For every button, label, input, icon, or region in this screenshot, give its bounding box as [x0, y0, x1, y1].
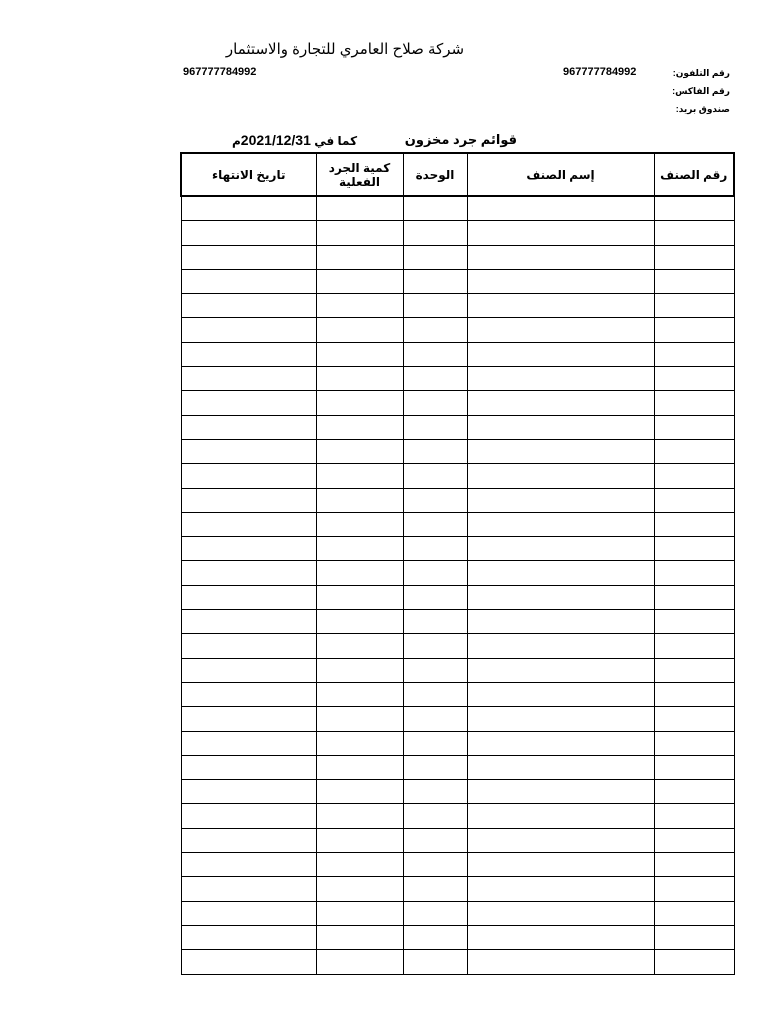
- cell-expiry-date: [181, 488, 316, 512]
- cell-actual-quantity: [316, 415, 403, 439]
- table-row: [181, 658, 734, 682]
- table-header-row: [181, 153, 734, 196]
- table-row: [181, 294, 734, 318]
- cell-actual-quantity: [316, 439, 403, 463]
- cell-item-name: [467, 585, 654, 609]
- cell-actual-quantity: [316, 537, 403, 561]
- cell-item-name: [467, 804, 654, 828]
- cell-actual-quantity: [316, 391, 403, 415]
- cell-unit: [403, 610, 467, 634]
- cell-item-name: [467, 853, 654, 877]
- cell-item-number: [654, 658, 734, 682]
- cell-expiry-date: [181, 318, 316, 342]
- date-suffix: م: [232, 134, 241, 148]
- cell-actual-quantity: [316, 269, 403, 293]
- cell-expiry-date: [181, 707, 316, 731]
- cell-item-name: [467, 415, 654, 439]
- table-row: [181, 269, 734, 293]
- cell-unit: [403, 439, 467, 463]
- cell-expiry-date: [181, 439, 316, 463]
- cell-actual-quantity: [316, 755, 403, 779]
- cell-unit: [403, 196, 467, 221]
- cell-item-number: [654, 245, 734, 269]
- cell-expiry-date: [181, 245, 316, 269]
- cell-item-number: [654, 925, 734, 949]
- cell-item-number: [654, 610, 734, 634]
- cell-actual-quantity: [316, 950, 403, 974]
- pobox-label: صندوق بريد:: [675, 104, 730, 114]
- cell-unit: [403, 950, 467, 974]
- cell-item-number: [654, 512, 734, 536]
- table-row: [181, 731, 734, 755]
- cell-item-number: [654, 634, 734, 658]
- cell-actual-quantity: [316, 196, 403, 221]
- cell-expiry-date: [181, 561, 316, 585]
- cell-item-number: [654, 682, 734, 706]
- cell-expiry-date: [181, 780, 316, 804]
- cell-unit: [403, 853, 467, 877]
- cell-unit: [403, 464, 467, 488]
- as-of-date: 2021/12/31: [240, 132, 311, 148]
- phone-number-left: 967777784992: [183, 66, 257, 78]
- table-row: [181, 488, 734, 512]
- cell-expiry-date: [181, 415, 316, 439]
- table-row: [181, 561, 734, 585]
- cell-item-name: [467, 488, 654, 512]
- cell-item-number: [654, 221, 734, 245]
- cell-item-number: [654, 439, 734, 463]
- cell-item-number: [654, 731, 734, 755]
- cell-unit: [403, 634, 467, 658]
- table-row: [181, 755, 734, 779]
- cell-item-name: [467, 269, 654, 293]
- cell-item-number: [654, 853, 734, 877]
- table-row: [181, 925, 734, 949]
- table-row: [181, 853, 734, 877]
- cell-item-number: [654, 804, 734, 828]
- cell-actual-quantity: [316, 464, 403, 488]
- cell-item-name: [467, 877, 654, 901]
- cell-item-name: [467, 901, 654, 925]
- cell-actual-quantity: [316, 901, 403, 925]
- document-title: [232, 132, 517, 150]
- table-row: [181, 634, 734, 658]
- cell-expiry-date: [181, 585, 316, 609]
- table-row: [181, 439, 734, 463]
- cell-expiry-date: [181, 342, 316, 366]
- cell-actual-quantity: [316, 342, 403, 366]
- table-row: [181, 537, 734, 561]
- cell-expiry-date: [181, 950, 316, 974]
- cell-item-name: [467, 682, 654, 706]
- table-row: [181, 877, 734, 901]
- cell-actual-quantity: [316, 367, 403, 391]
- table-row: [181, 245, 734, 269]
- cell-item-name: [467, 828, 654, 852]
- cell-actual-quantity: [316, 294, 403, 318]
- cell-item-name: [467, 342, 654, 366]
- cell-expiry-date: [181, 464, 316, 488]
- cell-expiry-date: [181, 828, 316, 852]
- cell-expiry-date: [181, 294, 316, 318]
- cell-item-name: [467, 367, 654, 391]
- table-row: [181, 804, 734, 828]
- cell-expiry-date: [181, 634, 316, 658]
- cell-unit: [403, 755, 467, 779]
- cell-item-number: [654, 342, 734, 366]
- cell-item-name: [467, 464, 654, 488]
- cell-actual-quantity: [316, 512, 403, 536]
- cell-item-name: [467, 561, 654, 585]
- cell-item-name: [467, 439, 654, 463]
- table-row: [181, 780, 734, 804]
- table-row: [181, 610, 734, 634]
- cell-item-name: [467, 245, 654, 269]
- cell-unit: [403, 682, 467, 706]
- cell-actual-quantity: [316, 707, 403, 731]
- cell-unit: [403, 707, 467, 731]
- cell-item-name: [467, 755, 654, 779]
- cell-actual-quantity: [316, 780, 403, 804]
- cell-item-number: [654, 950, 734, 974]
- cell-expiry-date: [181, 221, 316, 245]
- cell-item-number: [654, 318, 734, 342]
- cell-actual-quantity: [316, 488, 403, 512]
- cell-unit: [403, 877, 467, 901]
- cell-expiry-date: [181, 537, 316, 561]
- cell-unit: [403, 537, 467, 561]
- cell-expiry-date: [181, 925, 316, 949]
- cell-expiry-date: [181, 804, 316, 828]
- table-row: [181, 901, 734, 925]
- phone-label: رقم التلفون:: [672, 68, 730, 78]
- title-main: قوائم جرد مخزون: [404, 132, 517, 147]
- cell-item-number: [654, 391, 734, 415]
- table-row: [181, 950, 734, 974]
- table-row: [181, 464, 734, 488]
- cell-item-name: [467, 318, 654, 342]
- cell-item-number: [654, 537, 734, 561]
- table-body: [181, 196, 734, 974]
- table-row: [181, 682, 734, 706]
- cell-unit: [403, 488, 467, 512]
- table-row: [181, 415, 734, 439]
- cell-item-number: [654, 877, 734, 901]
- cell-actual-quantity: [316, 853, 403, 877]
- cell-item-name: [467, 634, 654, 658]
- cell-actual-quantity: [316, 925, 403, 949]
- cell-actual-quantity: [316, 804, 403, 828]
- cell-actual-quantity: [316, 245, 403, 269]
- cell-actual-quantity: [316, 877, 403, 901]
- cell-expiry-date: [181, 755, 316, 779]
- cell-unit: [403, 221, 467, 245]
- cell-expiry-date: [181, 877, 316, 901]
- table-row: [181, 318, 734, 342]
- cell-item-number: [654, 585, 734, 609]
- cell-unit: [403, 391, 467, 415]
- inventory-table: [180, 152, 735, 975]
- cell-unit: [403, 585, 467, 609]
- cell-unit: [403, 925, 467, 949]
- cell-item-name: [467, 658, 654, 682]
- cell-item-name: [467, 294, 654, 318]
- cell-actual-quantity: [316, 658, 403, 682]
- cell-item-name: [467, 950, 654, 974]
- column-header-expiry-date: تاريخ الانتهاء: [181, 153, 316, 196]
- cell-unit: [403, 731, 467, 755]
- cell-actual-quantity: [316, 610, 403, 634]
- cell-unit: [403, 269, 467, 293]
- cell-actual-quantity: [316, 828, 403, 852]
- cell-item-name: [467, 221, 654, 245]
- cell-unit: [403, 318, 467, 342]
- table-row: [181, 512, 734, 536]
- cell-item-name: [467, 780, 654, 804]
- column-header-actual-quantity: كمية الجرد الفعلية: [316, 153, 403, 196]
- title-as-of: [232, 132, 357, 148]
- cell-expiry-date: [181, 196, 316, 221]
- table-row: [181, 221, 734, 245]
- cell-item-number: [654, 196, 734, 221]
- cell-item-name: [467, 925, 654, 949]
- column-header-item-name: إسم الصنف: [467, 153, 654, 196]
- table-row: [181, 196, 734, 221]
- cell-actual-quantity: [316, 682, 403, 706]
- cell-item-number: [654, 367, 734, 391]
- cell-expiry-date: [181, 682, 316, 706]
- table-row: [181, 342, 734, 366]
- cell-unit: [403, 561, 467, 585]
- cell-item-number: [654, 415, 734, 439]
- cell-item-name: [467, 537, 654, 561]
- as-of-label: كما في: [314, 134, 358, 148]
- cell-unit: [403, 245, 467, 269]
- cell-item-name: [467, 707, 654, 731]
- cell-item-name: [467, 512, 654, 536]
- cell-unit: [403, 342, 467, 366]
- cell-expiry-date: [181, 853, 316, 877]
- cell-unit: [403, 367, 467, 391]
- cell-unit: [403, 901, 467, 925]
- table-row: [181, 367, 734, 391]
- table-row: [181, 828, 734, 852]
- cell-expiry-date: [181, 731, 316, 755]
- cell-expiry-date: [181, 367, 316, 391]
- table-row: [181, 585, 734, 609]
- cell-unit: [403, 780, 467, 804]
- cell-item-name: [467, 391, 654, 415]
- cell-actual-quantity: [316, 634, 403, 658]
- cell-unit: [403, 294, 467, 318]
- cell-item-number: [654, 780, 734, 804]
- cell-expiry-date: [181, 610, 316, 634]
- cell-item-number: [654, 755, 734, 779]
- column-header-unit: الوحدة: [403, 153, 467, 196]
- cell-item-number: [654, 561, 734, 585]
- cell-unit: [403, 828, 467, 852]
- cell-item-name: [467, 610, 654, 634]
- cell-actual-quantity: [316, 731, 403, 755]
- company-name: شركة صلاح العامري للتجارة والاستثمار: [225, 41, 465, 58]
- cell-item-number: [654, 294, 734, 318]
- cell-expiry-date: [181, 658, 316, 682]
- table-row: [181, 707, 734, 731]
- cell-unit: [403, 804, 467, 828]
- cell-expiry-date: [181, 391, 316, 415]
- cell-expiry-date: [181, 269, 316, 293]
- cell-item-number: [654, 269, 734, 293]
- cell-item-number: [654, 488, 734, 512]
- phone-number-right: 967777784992: [563, 66, 637, 78]
- cell-actual-quantity: [316, 585, 403, 609]
- cell-actual-quantity: [316, 221, 403, 245]
- cell-unit: [403, 415, 467, 439]
- cell-item-number: [654, 828, 734, 852]
- cell-actual-quantity: [316, 561, 403, 585]
- cell-unit: [403, 512, 467, 536]
- cell-unit: [403, 658, 467, 682]
- cell-item-number: [654, 901, 734, 925]
- cell-item-number: [654, 464, 734, 488]
- column-header-item-number: رقم الصنف: [654, 153, 734, 196]
- cell-item-name: [467, 196, 654, 221]
- cell-item-name: [467, 731, 654, 755]
- cell-expiry-date: [181, 512, 316, 536]
- fax-label: رقم الفاكس:: [672, 86, 730, 96]
- cell-actual-quantity: [316, 318, 403, 342]
- cell-expiry-date: [181, 901, 316, 925]
- table-row: [181, 391, 734, 415]
- cell-item-number: [654, 707, 734, 731]
